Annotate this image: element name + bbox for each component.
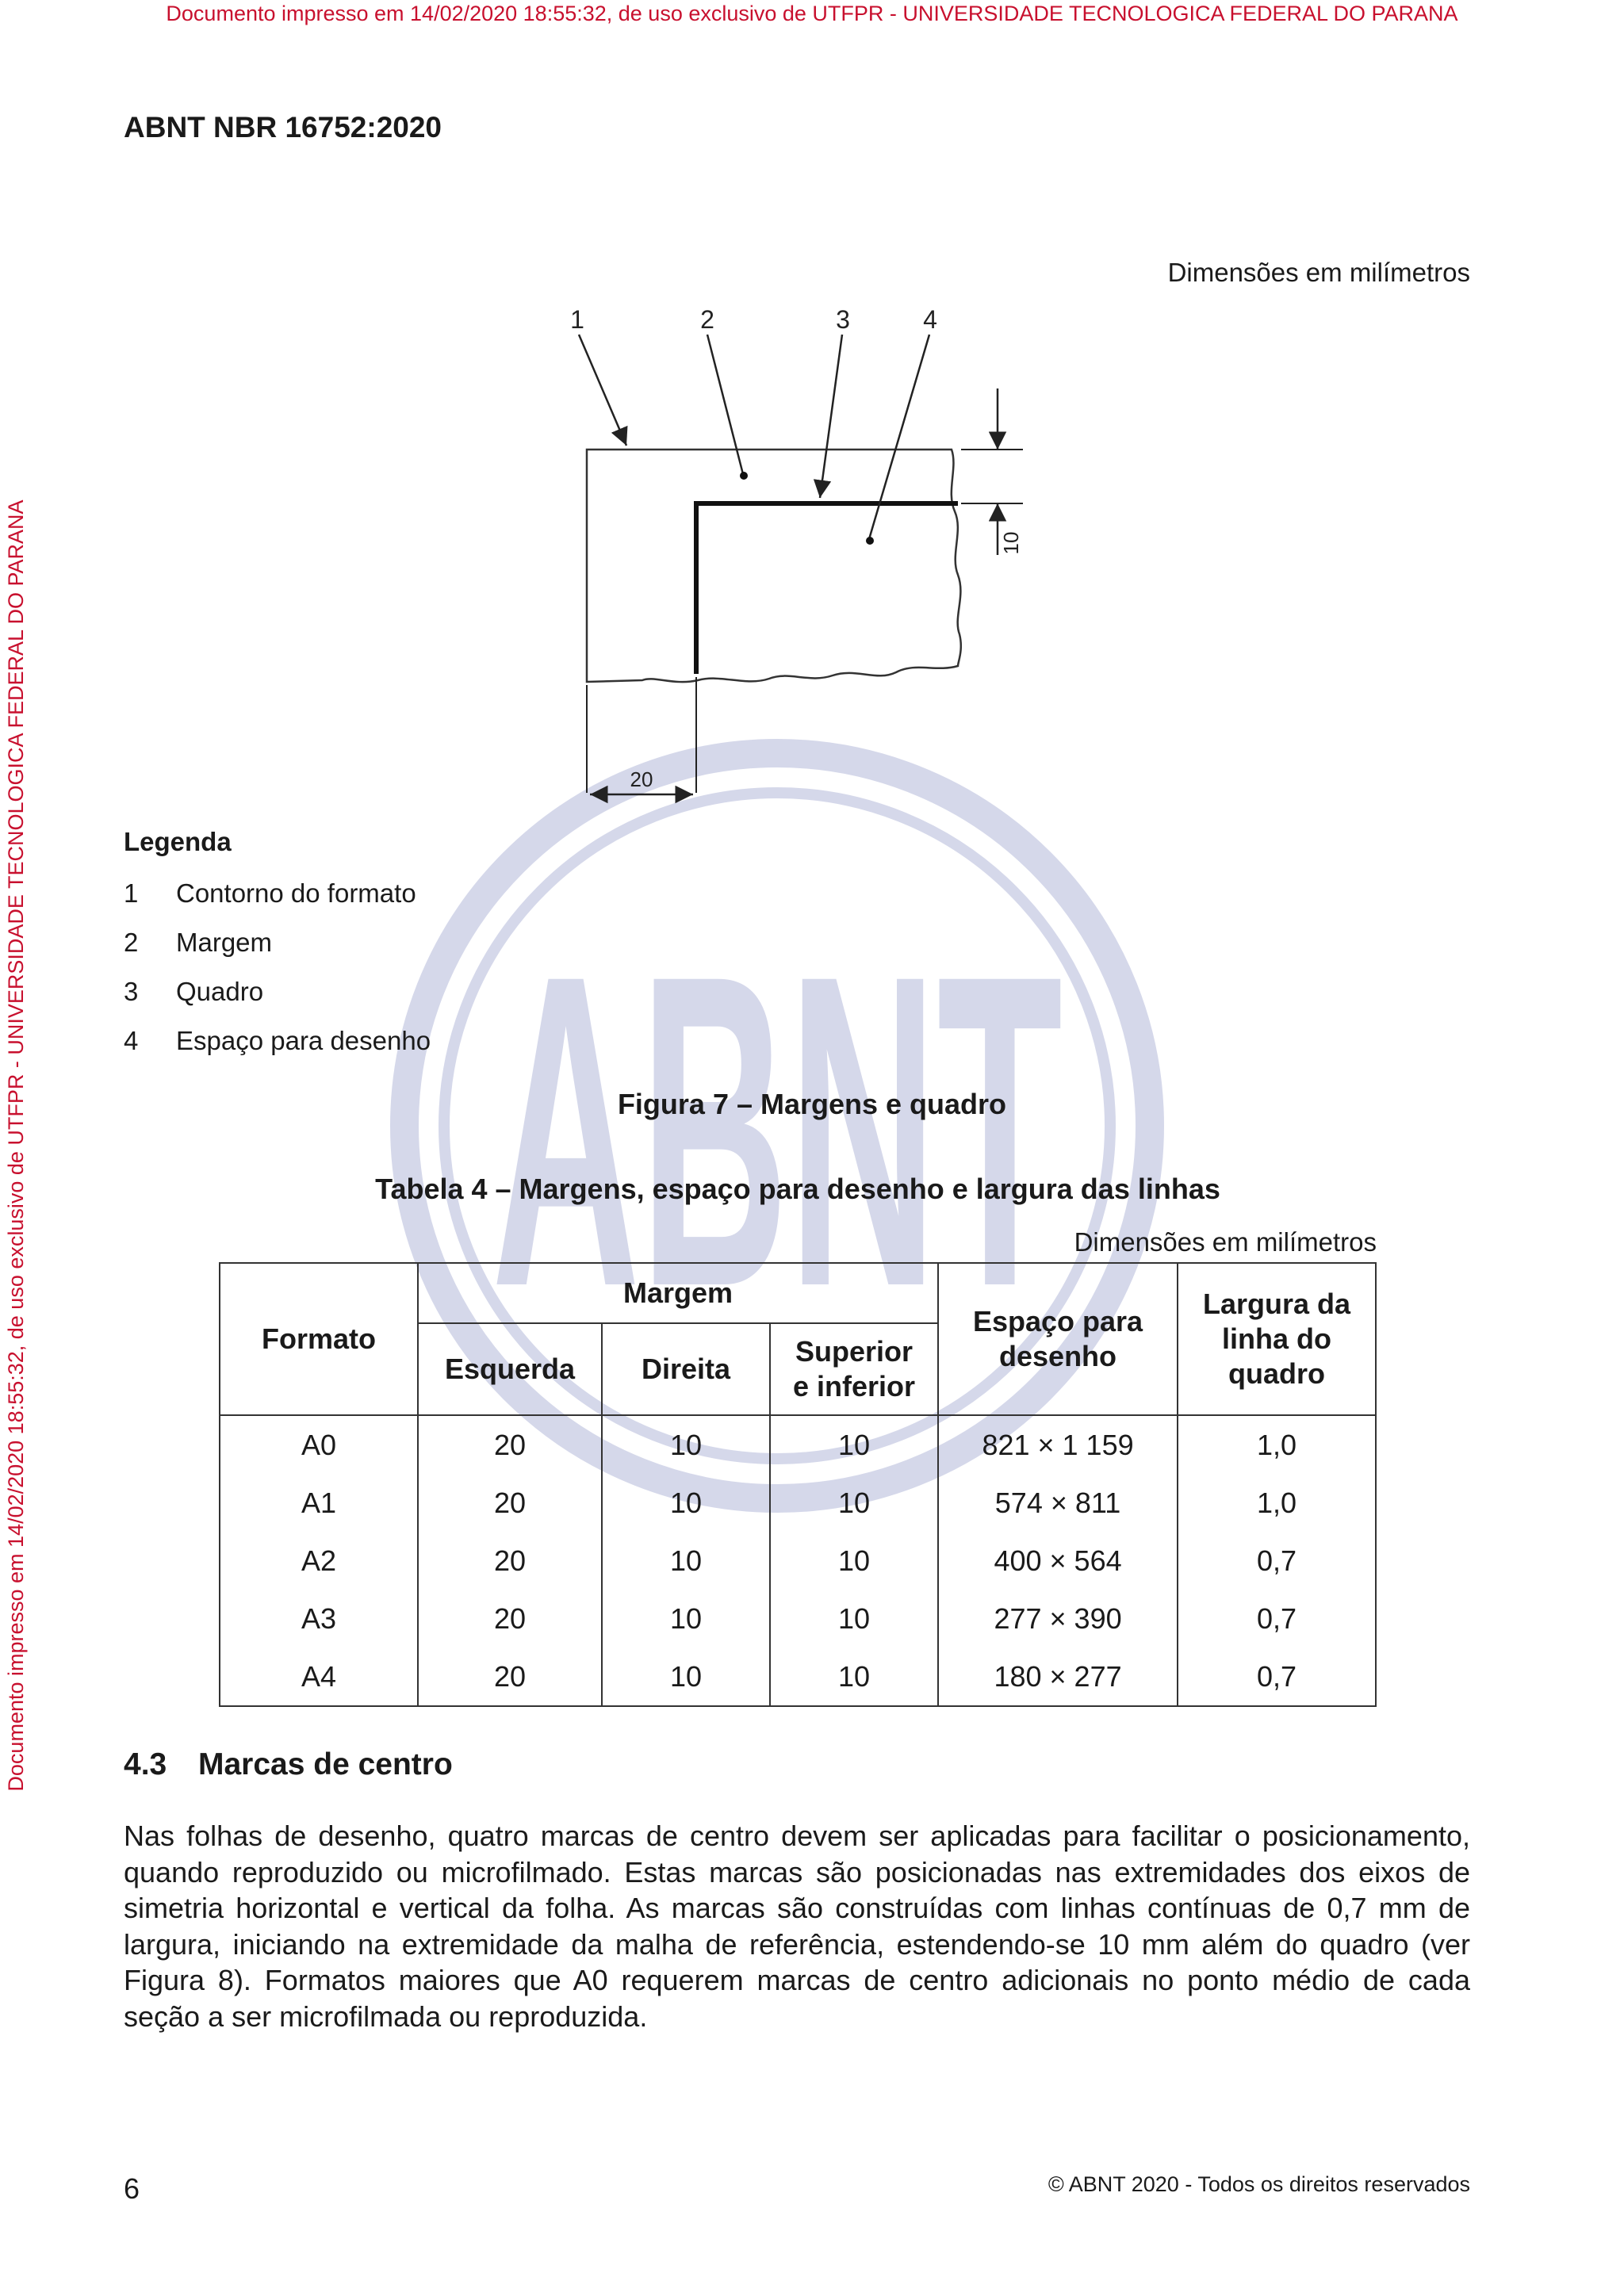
margins-figure	[563, 301, 1039, 809]
cell-superior: 10	[770, 1532, 938, 1590]
callout-3: 3	[836, 305, 850, 334]
standard-code: ABNT NBR 16752:2020	[124, 111, 442, 144]
header-largura-line: quadro	[1228, 1357, 1326, 1390]
cell-largura: 0,7	[1178, 1647, 1376, 1706]
header-largura	[1178, 1263, 1376, 1415]
cell-largura: 0,7	[1178, 1590, 1376, 1647]
legend-number: 1	[124, 878, 139, 908]
legend-label: Espaço para desenho	[176, 1026, 431, 1055]
section-number: 4.3	[124, 1747, 167, 1781]
legend-title: Legenda	[124, 827, 232, 856]
leader-3	[820, 335, 842, 498]
leader-2	[707, 335, 743, 474]
cell-formato: A3	[220, 1590, 418, 1647]
cell-largura: 1,0	[1178, 1415, 1376, 1474]
cell-formato: A0	[220, 1415, 418, 1474]
legend-number: 2	[124, 928, 139, 957]
header-espaco	[938, 1263, 1178, 1415]
cell-largura: 1,0	[1178, 1474, 1376, 1532]
header-margem: Margem	[418, 1263, 938, 1323]
table-row	[220, 1590, 1376, 1647]
dim-top-label: 10	[999, 531, 1023, 555]
header-espaco-line: Espaço para	[972, 1305, 1143, 1337]
cell-esquerda: 20	[418, 1590, 602, 1647]
cell-esquerda: 20	[418, 1415, 602, 1474]
header-formato: Formato	[220, 1263, 418, 1415]
copyright-notice: © ABNT 2020 - Todos os direitos reservados	[1048, 2172, 1470, 2196]
cell-largura: 0,7	[1178, 1532, 1376, 1590]
cell-esquerda: 20	[418, 1474, 602, 1532]
format-outline	[587, 450, 961, 682]
header-largura-line: linha do	[1222, 1322, 1332, 1355]
cell-espaco: 180 × 277	[938, 1647, 1178, 1706]
cell-formato: A1	[220, 1474, 418, 1532]
header-largura-line: Largura da	[1203, 1288, 1351, 1320]
header-superior	[770, 1323, 938, 1415]
frame-line	[696, 503, 958, 674]
table-row	[220, 1474, 1376, 1532]
cell-esquerda: 20	[418, 1532, 602, 1590]
page-number: 6	[124, 2172, 140, 2205]
header-superior-line: e inferior	[792, 1370, 916, 1402]
table-row	[220, 1647, 1376, 1706]
header-esquerda: Esquerda	[418, 1323, 602, 1415]
legend-label: Contorno do formato	[176, 878, 416, 908]
table-dimension-note: Dimensões em milímetros	[1074, 1227, 1377, 1257]
cell-direita: 10	[602, 1590, 770, 1647]
cell-espaco: 574 × 811	[938, 1474, 1178, 1532]
cell-direita: 10	[602, 1647, 770, 1706]
legend-number: 3	[124, 977, 139, 1006]
leader-1	[579, 335, 626, 446]
leader-4	[869, 335, 929, 539]
table-row	[220, 1532, 1376, 1590]
header-direita: Direita	[602, 1323, 770, 1415]
callout-2: 2	[700, 305, 714, 334]
cell-direita: 10	[602, 1532, 770, 1590]
cell-esquerda: 20	[418, 1647, 602, 1706]
cell-superior: 10	[770, 1590, 938, 1647]
header-superior-line: Superior	[795, 1335, 914, 1368]
figure-dimension-note: Dimensões em milímetros	[1167, 258, 1470, 287]
callout-1: 1	[570, 305, 584, 334]
section-body: Nas folhas de desenho, quatro marcas de centro devem ser aplicadas para facilitar o posicionamento, quando reproduzido ou microfilmado. Estas marcas são posicionadas nas extremidades dos eixos de simetria horizontal e vertical da folha. As marcas são construídas com linhas contínuas de 0,7 mm de largura, iniciando na extremidade da malha de referência, estendendo-se 10 mm além do quadro (ver Figura 8). Formatos maiores que A0 requerem marcas de centro adicionais no ponto médio de cada seção a ser microfilmada ou reproduzida.	[124, 1820, 1470, 2033]
margins-table	[219, 1262, 1377, 1707]
callout-4: 4	[923, 305, 937, 334]
section-heading	[124, 1747, 453, 1782]
dim-left-label: 20	[630, 767, 653, 791]
watermark-text: ABNT	[492, 882, 1063, 1379]
cell-formato: A4	[220, 1647, 418, 1706]
table-caption: Tabela 4 – Margens, espaço para desenho e largura das linhas	[375, 1173, 1220, 1205]
header-espaco-line: desenho	[999, 1340, 1117, 1372]
cell-superior: 10	[770, 1474, 938, 1532]
cell-espaco: 400 × 564	[938, 1532, 1178, 1590]
cell-formato: A2	[220, 1532, 418, 1590]
cell-superior: 10	[770, 1647, 938, 1706]
print-notice-side: Documento impresso em 14/02/2020 18:55:32, de uso exclusivo de UTFPR - UNIVERSIDADE TECNOLOGICA FEDERAL DO PARANA	[4, 499, 28, 1792]
cell-direita: 10	[602, 1415, 770, 1474]
figure-caption: Figura 7 – Margens e quadro	[617, 1088, 1007, 1120]
legend-label: Margem	[176, 928, 273, 957]
print-notice-top: Documento impresso em 14/02/2020 18:55:32, de uso exclusivo de UTFPR - UNIVERSIDADE TECNOLOGICA FEDERAL DO PARANA	[166, 2, 1458, 25]
legend-number: 4	[124, 1026, 139, 1055]
cell-direita: 10	[602, 1474, 770, 1532]
section-title: Marcas de centro	[198, 1747, 453, 1781]
cell-espaco: 277 × 390	[938, 1590, 1178, 1647]
cell-superior: 10	[770, 1415, 938, 1474]
table-row	[220, 1415, 1376, 1474]
cell-espaco: 821 × 1 159	[938, 1415, 1178, 1474]
legend-label: Quadro	[176, 977, 264, 1006]
